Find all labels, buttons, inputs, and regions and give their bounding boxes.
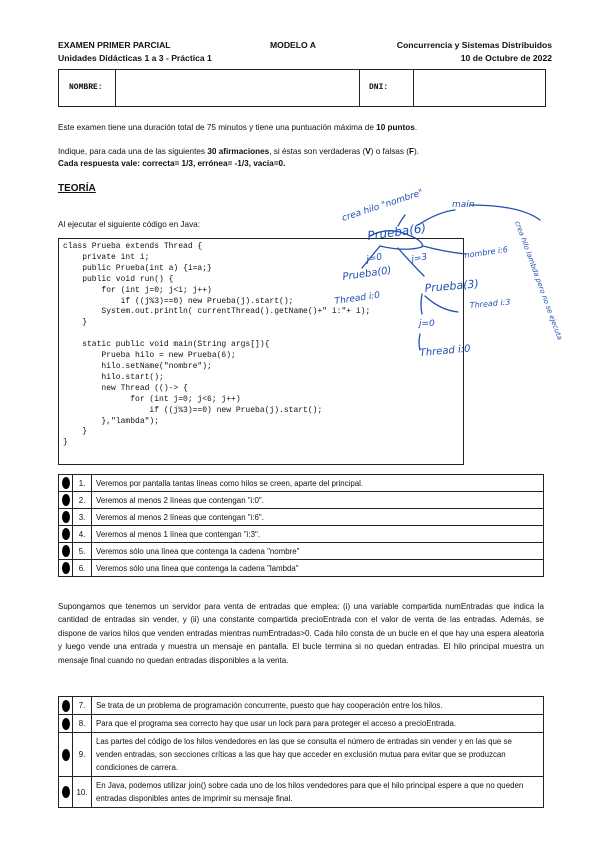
question-number: 1. xyxy=(73,475,92,492)
question-text: Las partes del código de los hilos vendedores en las que se consulta el número de entradas sin vender y en las que se venden entradas, son secciones críticas a las que hay que acceder en exclusión mutua para evitar que se produzcan condiciones de carrera. xyxy=(92,733,544,777)
question-text: Veremos al menos 2 líneas que contengan "i:0". xyxy=(92,492,544,509)
question-row xyxy=(59,543,544,560)
code-line: new Thread (()-> { xyxy=(63,383,188,393)
questions-table-a xyxy=(58,474,544,577)
annotation-text: crea hilo "nombre" xyxy=(340,188,425,224)
code-line: Prueba hilo = new Prueba(6); xyxy=(63,351,236,361)
code-line: hilo.start(); xyxy=(63,372,164,382)
answer-bubble[interactable] xyxy=(59,777,73,808)
answer-bubble[interactable] xyxy=(59,715,73,733)
annotation-text: nombre i:6 xyxy=(464,244,509,260)
code-line: },"lambda"); xyxy=(63,416,160,426)
name-label: NOMBRE: xyxy=(69,83,103,92)
annotation-line xyxy=(470,205,540,220)
question-row xyxy=(59,733,544,777)
code-line: } xyxy=(63,318,88,328)
filled-bubble-icon xyxy=(62,511,70,523)
annotation-text: main xyxy=(452,200,475,210)
annotation-text: Thread i:3 xyxy=(469,297,511,310)
code-line: static public void main(String args[]){ xyxy=(63,340,270,350)
annotation-text: Prueba(6) xyxy=(366,220,427,243)
question-text: Veremos sólo una línea que contenga la cadena "lambda" xyxy=(92,560,544,577)
question-number: 8. xyxy=(73,715,92,733)
question-row xyxy=(59,526,544,543)
course-name: Concurrencia y Sistemas Distribuidos xyxy=(396,40,552,50)
question-text: Veremos al menos 2 líneas que contengan "i:6". xyxy=(92,509,544,526)
answer-bubble[interactable] xyxy=(59,697,73,715)
filled-bubble-icon xyxy=(62,494,70,506)
annotation-text: j=0 xyxy=(419,319,435,329)
annotation-text: j=3 xyxy=(410,252,429,265)
annotation-text: crea hilo lambda pero no se ejecuta xyxy=(513,219,564,342)
student-info-box xyxy=(58,69,546,107)
question-number: 5. xyxy=(73,543,92,560)
code-intro: Al ejecutar el siguiente código en Java: xyxy=(58,220,201,229)
question-row xyxy=(59,715,544,733)
code-line: for (int j=0; j<6; j++) xyxy=(63,394,241,404)
annotation-text: Prueba(3) xyxy=(424,277,480,295)
code-line: class Prueba extends Thread { xyxy=(63,242,203,251)
code-listing xyxy=(63,242,370,449)
filled-bubble-icon xyxy=(62,718,70,730)
question-number: 7. xyxy=(73,697,92,715)
question-text: En Java, podemos utilizar join() sobre cada uno de los hilos vendedores para que el hilo principal espere a que no queden entradas disponibles antes de imprimir su mensaje final. xyxy=(92,777,544,808)
code-line: hilo.setName("nombre"); xyxy=(63,361,212,371)
units-label: Unidades Didácticas 1 a 3 - Práctica 1 xyxy=(58,53,212,63)
question-text: Veremos al menos 1 línea que contengan "i:3". xyxy=(92,526,544,543)
question-row xyxy=(59,492,544,509)
instructions-text: Indique, para cada una de las siguientes 30 afirmaciones, si éstas son verdaderas (V) o falsas (F). xyxy=(58,147,419,156)
annotation-line xyxy=(418,210,455,225)
code-line: private int i; xyxy=(63,252,150,262)
annotation-text: Thread i:0 xyxy=(334,290,381,307)
annotation-text: j=0 xyxy=(365,252,384,265)
answer-bubble[interactable] xyxy=(59,509,73,526)
filled-bubble-icon xyxy=(62,786,70,798)
code-line: if ((j%3)==0) new Prueba(j).start(); xyxy=(63,405,323,415)
server-paragraph: Supongamos que tenemos un servidor para venta de entradas que emplea: (i) una variable compartida numEntradas que indica la cantidad de entradas sin vender, y (ii) una constante compartida precioEntrada con el valor de venta de las entradas. Además, se dispone de varios hilos que venden entradas mientras numEntradas>0. Cada hilo consta de un bucle en el que hay una espera aleatoria y luego vende una entrada y muestra un mensaje en pantalla. El bucle termina si no quedan entradas. El hilo principal muestra un mensaje final cuando no quedan entradas disponibles a la venta. xyxy=(58,602,544,665)
annotation-text: Thread i:0 xyxy=(419,343,471,359)
question-row xyxy=(59,697,544,715)
question-number: 9. xyxy=(73,733,92,777)
question-row xyxy=(59,475,544,492)
scoring-text: Cada respuesta vale: correcta= 1/3, errónea= -1/3, vacía=0. xyxy=(58,159,286,168)
question-text: Veremos por pantalla tantas líneas como hilos se creen, aparte del principal. xyxy=(92,475,544,492)
exam-date: 10 de Octubre de 2022 xyxy=(460,53,552,63)
code-line: if ((j%3)==0) new Prueba(j).start(); xyxy=(63,296,294,306)
filled-bubble-icon xyxy=(62,477,70,489)
annotation-text: Prueba(0) xyxy=(341,265,393,283)
exam-model: MODELO A xyxy=(270,40,316,50)
filled-bubble-icon xyxy=(62,562,70,574)
question-text: Se trata de un problema de programación concurrente, puesto que hay cooperación entre los hilos. xyxy=(92,697,544,715)
section-title: TEORÍA xyxy=(58,183,96,194)
question-number: 2. xyxy=(73,492,92,509)
code-line: for (int j=0; j<i; j++) xyxy=(63,285,212,295)
question-text: Para que el programa sea correcto hay que usar un lock para para proteger el acceso a precioEntrada. xyxy=(92,715,544,733)
code-box xyxy=(58,238,464,465)
filled-bubble-icon xyxy=(62,749,70,761)
answer-bubble[interactable] xyxy=(59,475,73,492)
questions-table-b xyxy=(58,696,544,808)
code-line: public Prueba(int a) {i=a;} xyxy=(63,263,212,273)
answer-bubble[interactable] xyxy=(59,543,73,560)
filled-bubble-icon xyxy=(62,528,70,540)
code-line: System.out.println( currentThread().getName()+" i:"+ i); xyxy=(63,307,371,317)
question-row xyxy=(59,509,544,526)
answer-bubble[interactable] xyxy=(59,560,73,577)
question-number: 3. xyxy=(73,509,92,526)
duration-text: Este examen tiene una duración total de 75 minutos y tiene una puntuación máxima de 10 puntos. xyxy=(58,123,418,132)
code-line xyxy=(63,329,370,340)
question-number: 6. xyxy=(73,560,92,577)
dni-label: DNI: xyxy=(369,83,389,92)
question-number: 10. xyxy=(73,777,92,808)
question-row xyxy=(59,560,544,577)
question-row xyxy=(59,777,544,808)
question-text: Veremos sólo una línea que contenga la cadena "nombre" xyxy=(92,543,544,560)
filled-bubble-icon xyxy=(62,700,70,712)
code-line: public void run() { xyxy=(63,274,174,284)
question-number: 4. xyxy=(73,526,92,543)
answer-bubble[interactable] xyxy=(59,526,73,543)
exam-title: EXAMEN PRIMER PARCIAL xyxy=(58,40,171,50)
filled-bubble-icon xyxy=(62,545,70,557)
code-line: } xyxy=(63,438,68,448)
code-line: } xyxy=(63,427,88,437)
answer-bubble[interactable] xyxy=(59,492,73,509)
answer-bubble[interactable] xyxy=(59,733,73,777)
